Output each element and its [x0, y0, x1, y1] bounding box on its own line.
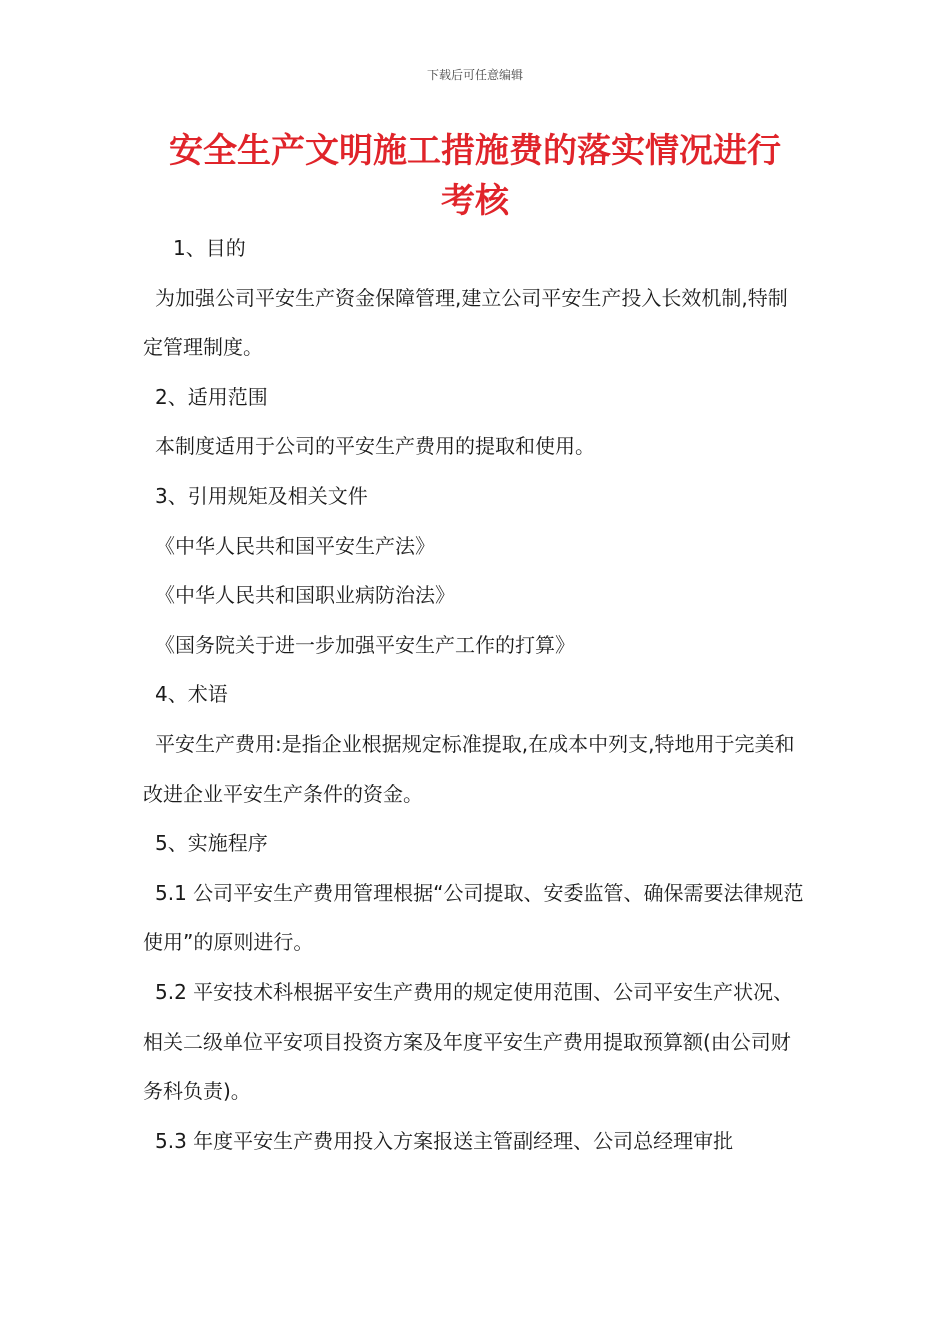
reference-item: 《中华人民共和国职业病防治法》: [155, 583, 455, 608]
reference-item: 《中华人民共和国平安生产法》: [155, 533, 435, 558]
procedure-item-5-1: 5.1 公司平安生产费用管理根据“公司提取、安委监管、确保需要法律规范使用”的原则进行。: [143, 880, 804, 955]
section-heading-references: 3、引用规矩及相关文件: [155, 483, 368, 508]
reference-item: 《国务院关于进一步加强平安生产工作的打算》: [155, 632, 575, 657]
document-body: [143, 224, 807, 1166]
section-heading-purpose: 1、目的: [173, 236, 246, 260]
page-header: 下载后可任意编辑: [426, 68, 523, 82]
procedure-item-5-2: 5.2 平安技术科根据平安生产费用的规定使用范围、公司平安生产状况、相关二级单位平安项目投资方案及年度平安生产费用提取预算额(由公司财务科负责)。: [143, 979, 794, 1104]
title-line-1: 安全生产文明施工措施费的落实情况进行: [169, 131, 781, 171]
paragraph-purpose: 为加强公司平安生产资金保障管理,建立公司平安生产投入长效机制,特制定管理制度。: [143, 285, 788, 360]
section-heading-scope: 2、适用范围: [155, 384, 268, 409]
section-heading-terms: 4、术语: [155, 682, 228, 707]
paragraph-scope: 本制度适用于公司的平安生产费用的提取和使用。: [155, 434, 595, 459]
document-title: [143, 126, 807, 226]
paragraph-terms: 平安生产费用:是指企业根据规定标准提取,在成本中列支,特地用于完美和改进企业平安生产条件的资金。: [143, 731, 795, 806]
title-line-2: 考核: [441, 181, 509, 221]
section-heading-procedure: 5、实施程序: [155, 831, 268, 856]
procedure-item-5-3: 5.3 年度平安生产费用投入方案报送主管副经理、公司总经理审批: [155, 1128, 734, 1153]
